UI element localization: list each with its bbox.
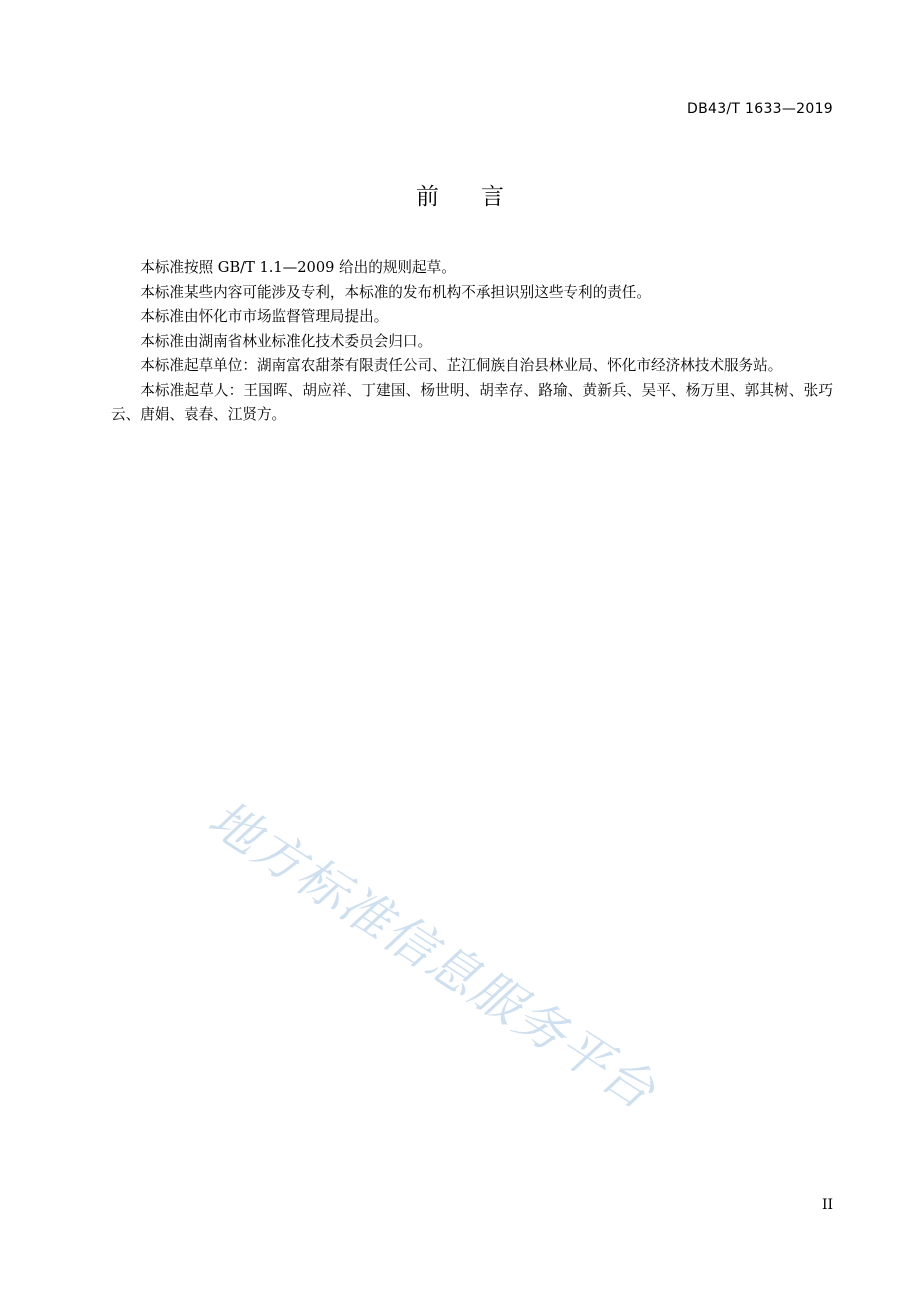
foreword-body <box>111 256 833 428</box>
paragraph: 本标准按照 GB/T 1.1—2009 给出的规则起草。 <box>140 259 456 276</box>
watermark: 地方标准信息服务平台 <box>198 789 667 1122</box>
paragraph: 本标准起草人：王国晖、胡应祥、丁建国、杨世明、胡幸存、路瑜、黄新兵、吴平、杨万里、郭其树、张巧云、唐娟、袁春、江贤方。 <box>111 381 833 423</box>
paragraph: 本标准起草单位：湖南富农甜茶有限责任公司、芷江侗族自治县林业局、怀化市经济林技术服务站。 <box>140 357 783 374</box>
paragraph: 本标准由怀化市市场监督管理局提出。 <box>140 308 389 325</box>
document-code: DB43/T 1633—2019 <box>687 101 833 117</box>
page-title: 前言 <box>416 184 546 210</box>
paragraph: 本标准某些内容可能涉及专利，本标准的发布机构不承担识别这些专利的责任。 <box>140 283 651 301</box>
paragraph: 本标准由湖南省林业标准化技术委员会归口。 <box>140 332 433 350</box>
page-number: II <box>821 1197 833 1213</box>
